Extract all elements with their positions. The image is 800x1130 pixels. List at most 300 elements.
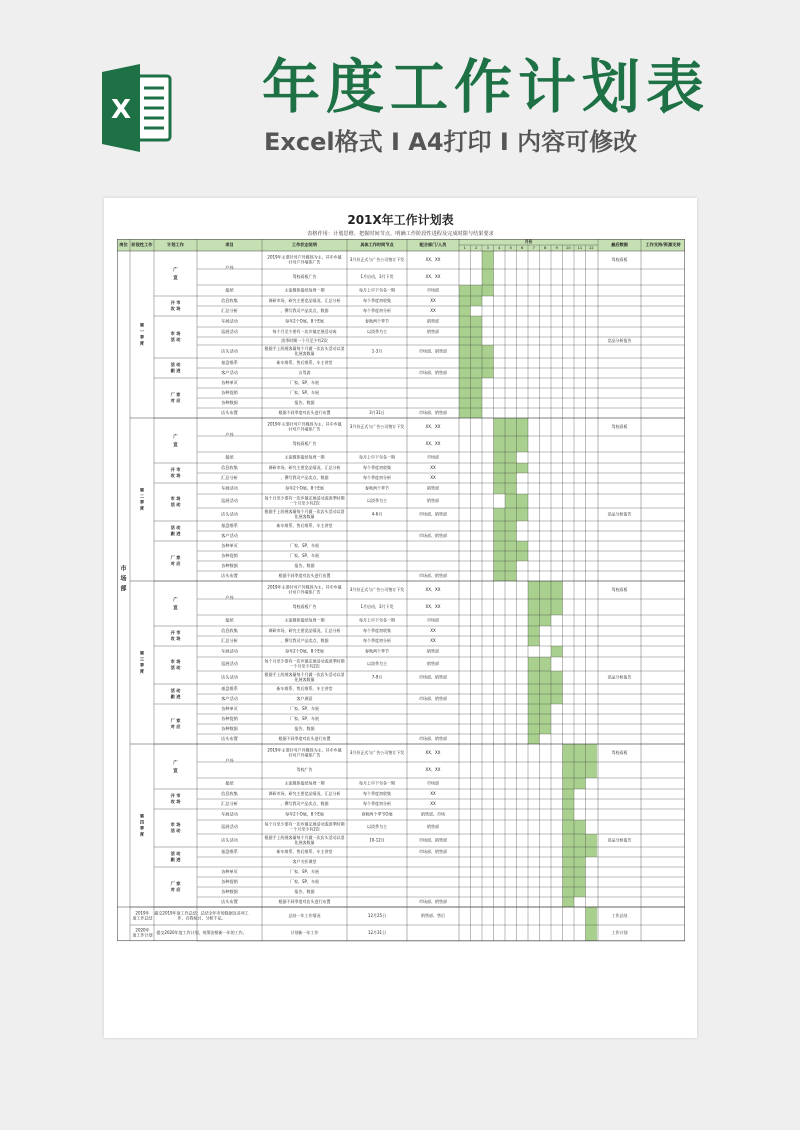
header-month-8: 8	[544, 245, 547, 250]
row-item: 报纸	[225, 454, 234, 460]
hero-subtitle: Excel格式 Ⅰ A4打印 Ⅰ 内容可修改	[264, 128, 638, 156]
month-fill-cell	[459, 358, 471, 368]
stage-label: 度	[139, 668, 145, 674]
row-time: 10-12月	[369, 837, 385, 843]
month-fill-cell	[517, 541, 529, 551]
row-time: 1-3月	[371, 348, 383, 354]
month-fill-cell	[574, 867, 586, 877]
month-fill-cell	[528, 724, 540, 734]
stage-label: 三	[139, 656, 145, 662]
month-fill-cell	[563, 778, 575, 789]
stage-label: 度	[139, 340, 145, 346]
plan-label: 市 场	[170, 496, 181, 502]
month-fill-cell	[528, 615, 540, 626]
row-desc: 根据手上的展客量每个月做一次店头活动以消	[264, 672, 345, 678]
row-people: 市场部、销售部	[419, 696, 447, 701]
month-fill-cell	[494, 571, 506, 581]
summary-item: 提交2019年度工作总结：总结全年市场数据及各项工	[154, 910, 249, 916]
month-fill-cell	[517, 551, 529, 561]
row-item: 店头布置	[221, 410, 238, 415]
row-people: XX	[430, 628, 436, 633]
row-item: 基盘维系	[221, 523, 238, 528]
stage-label: 季	[139, 825, 145, 831]
row-desc: 报告、数据	[294, 889, 315, 894]
month-fill-cell	[505, 473, 517, 483]
summary-stage: 度工作总结	[132, 915, 153, 921]
row-item: 客户活动	[221, 696, 238, 701]
summary-stage: 度工作计划	[132, 932, 153, 938]
row-item: 巡展活动	[221, 661, 238, 666]
month-fill-cell	[517, 436, 529, 452]
month-fill-cell	[540, 581, 552, 599]
row-desc: 驾校广告	[296, 767, 313, 772]
row-people: 销售部	[427, 485, 439, 491]
row-item: 各种单页	[221, 869, 238, 874]
row-time: 以淡季为主	[367, 498, 387, 503]
row-time: 每月上中下旬各一期	[359, 780, 395, 786]
row-data: 竞品分析报告	[607, 338, 632, 343]
month-fill-cell	[459, 316, 471, 327]
row-desc: 客户关怀课堂	[292, 859, 317, 864]
plan-label: 跟 进	[170, 693, 181, 699]
department-label: 部	[120, 585, 127, 593]
row-time: 3月份正式与广告公司签订下发	[349, 257, 405, 262]
row-item: 基盘维系	[221, 686, 238, 691]
plan-label: 广	[173, 761, 178, 766]
row-item: 各种单页	[221, 706, 238, 711]
month-fill-cell	[540, 615, 552, 626]
row-item: 基盘维系	[221, 360, 238, 365]
row-item: 信息收集	[221, 628, 238, 633]
row-desc: 每个月至少要有一次乡镇定展活动或	[272, 329, 337, 334]
row-people: 市场部、销售部	[419, 674, 447, 680]
department-label: 场	[120, 575, 127, 583]
row-desc: 化展客数量	[294, 513, 315, 519]
month-fill-cell	[540, 714, 552, 724]
row-desc: 每年2个O展，8个E展	[285, 318, 324, 324]
month-fill-cell	[563, 744, 575, 762]
row-desc: 报告、数据	[294, 726, 315, 731]
month-fill-cell	[471, 408, 483, 418]
month-fill-cell	[517, 494, 529, 508]
plan-label: 广	[173, 435, 178, 440]
plan-label: 宣	[173, 769, 178, 774]
row-time: 每个季度初收集	[363, 465, 391, 470]
row-people: 销售部	[427, 661, 439, 666]
row-desc: 客户满意	[296, 696, 313, 701]
row-desc: 报告、数据	[294, 563, 315, 568]
row-desc: 化展客数量	[294, 676, 315, 682]
row-item: 各种单页	[221, 380, 238, 385]
month-fill-cell	[563, 897, 575, 907]
row-time: 12月25日	[367, 913, 387, 918]
item-outdoor: 户外	[225, 432, 234, 437]
row-time: 以淡季为主	[367, 329, 387, 334]
row-time: 每月上中下旬各一期	[359, 617, 395, 623]
month-fill-cell	[471, 378, 483, 388]
plan-label: 跟 进	[170, 367, 181, 373]
row-item: 报纸	[225, 780, 234, 786]
row-desc: 厂家、SP、车展	[290, 706, 319, 711]
month-fill-cell	[494, 541, 506, 551]
row-time: 每月上中下旬各一期	[359, 454, 395, 460]
row-data: 驾校看板	[611, 257, 628, 262]
row-data: 驾校看板	[611, 750, 628, 755]
row-data: 竞品分析报告	[607, 674, 632, 680]
hero-title: 年度工作计划表	[262, 53, 711, 121]
row-time: 以淡季为主	[367, 824, 387, 829]
summary-item: 作，自我检讨，分析不足。	[177, 915, 226, 921]
header-month-10: 10	[565, 245, 571, 250]
row-item: 汇总分析	[221, 638, 238, 643]
row-people: 市场部、销售部	[419, 736, 447, 741]
row-item: 各种数据	[221, 726, 238, 731]
row-desc: 每年2个O展，8个E展	[285, 485, 324, 491]
row-time: 3月31日	[369, 410, 385, 415]
row-desc: 2019年主要针对户外媒体为主，其中乡镇	[267, 421, 342, 427]
month-fill-cell	[586, 834, 598, 847]
row-desc: ，撰写我司产品卖点，数据	[280, 308, 329, 313]
row-people: 市场部、销售部	[419, 348, 447, 354]
row-item: 信息收集	[221, 298, 238, 303]
plan-label: 活 动	[170, 362, 181, 368]
stage-label: 一	[139, 328, 145, 334]
row-desc: 主流媒体报纸每周一期	[284, 454, 325, 460]
header-support: 工作支持/资源支持	[645, 242, 681, 247]
row-desc: 主流媒体报纸每周一期	[284, 617, 325, 623]
row-desc: 自驾游	[298, 370, 311, 375]
month-fill-cell	[586, 907, 598, 925]
row-desc: 厂家、SP、车展	[290, 390, 319, 395]
stage-label: 季	[139, 334, 145, 340]
month-fill-cell	[517, 463, 529, 473]
row-desc: 厂家、SP、车展	[290, 380, 319, 385]
header-month-9: 9	[555, 245, 558, 250]
month-fill-cell	[540, 724, 552, 734]
month-fill-cell	[528, 657, 540, 671]
month-fill-cell	[586, 925, 598, 941]
month-fill-cell	[528, 684, 540, 694]
month-fill-cell	[505, 418, 517, 436]
row-desc: 驾校看板广告	[292, 274, 317, 279]
plan-label: 开 市	[170, 467, 181, 473]
month-fill-cell	[471, 285, 483, 296]
row-data: 竞品分析报告	[607, 511, 632, 517]
header-row-bg	[117, 239, 685, 251]
plan-label: 攻 场	[170, 635, 181, 641]
row-desc: 主流媒体报纸每周一期	[284, 780, 325, 786]
item-outdoor: 户外	[225, 758, 234, 763]
plan-label: 厂 家	[170, 718, 181, 724]
row-time: 1月启动，3月下发	[360, 274, 394, 279]
row-desc: 根据不同季度对店头进行布置	[278, 736, 331, 741]
row-desc: 2019年主要针对户外媒体为主，其中乡镇	[267, 254, 342, 260]
row-desc: 新车维系、售后维系、车主讲堂	[276, 360, 333, 365]
row-data: 工作总结	[611, 913, 628, 918]
row-item: 各种单页	[221, 543, 238, 548]
row-people: 销售部	[427, 498, 439, 503]
plan-label: 跟 进	[170, 530, 181, 536]
stage-label: 度	[139, 505, 145, 511]
plan-label: 广	[173, 268, 178, 273]
row-item: 各种促销	[221, 553, 238, 558]
row-desc: 化展客数量	[294, 350, 315, 356]
month-fill-cell	[505, 463, 517, 473]
row-desc: 新车维系、售后维系、车主讲堂	[276, 523, 333, 528]
sheet-note: 表格作用：计划思维、把握时间节点、明确工作阶段性进程及完成时限与结果要求	[307, 231, 494, 237]
row-time: 每个季度初分析	[363, 475, 391, 480]
header-data: 最后数据	[611, 242, 628, 247]
row-desc: ，撰写我司产品卖点，数据	[280, 475, 329, 480]
plan-label: 市 场	[170, 331, 181, 337]
month-fill-cell	[563, 887, 575, 897]
row-people: 销售部	[427, 824, 439, 829]
month-fill-cell	[528, 734, 540, 744]
row-item: 车展活动	[221, 648, 238, 654]
month-fill-cell	[482, 251, 494, 269]
month-fill-cell	[494, 483, 506, 494]
header-month-4: 4	[498, 245, 501, 250]
row-people: XX、XX	[425, 767, 441, 772]
row-item: 店头活动	[221, 348, 238, 354]
month-fill-cell	[471, 337, 483, 345]
plan-label: 厂 家	[170, 555, 181, 561]
header-month-1: 1	[463, 245, 466, 250]
stage-label: 第	[139, 650, 145, 656]
row-desc: 每个月至少要有一次乡镇定展活动或淡季时期	[264, 495, 345, 501]
plan-label: 攻 场	[170, 472, 181, 478]
month-fill-cell	[540, 684, 552, 694]
month-fill-cell	[574, 847, 586, 857]
plan-label: 活 动	[170, 851, 181, 857]
plan-label: 活 动	[170, 664, 181, 670]
plan-label: 攻 场	[170, 798, 181, 804]
row-desc: 根据不同季度对店头进行布置	[278, 573, 331, 578]
row-desc: 针对户外墙体广告	[288, 426, 321, 432]
row-desc: 调研市场，研究主要竞品情况，汇总分析	[268, 298, 341, 303]
row-time: 以淡季为主	[367, 661, 387, 666]
month-fill-cell	[505, 541, 517, 551]
month-fill-cell	[505, 571, 517, 581]
row-item: 汇总分析	[221, 308, 238, 313]
row-people: 市场部、销售部	[419, 533, 447, 538]
plan-label: 厂 家	[170, 881, 181, 887]
row-desc: 总结一年工作情况	[288, 913, 321, 918]
month-fill-cell	[574, 778, 586, 789]
plan-table	[117, 239, 685, 943]
row-people: 销售部	[427, 318, 439, 324]
row-desc: 计划新一年工作	[290, 930, 319, 935]
month-fill-cell	[551, 694, 563, 704]
month-fill-cell	[551, 581, 563, 599]
row-desc: 每年2个O展，8个E展	[285, 811, 324, 817]
row-people: 市场部	[427, 780, 439, 786]
plan-label: 活 动	[170, 827, 181, 833]
header-month-2: 2	[475, 245, 478, 250]
month-fill-cell	[471, 388, 483, 398]
row-time: 每个季度初收集	[363, 298, 391, 303]
month-fill-cell	[482, 368, 494, 378]
row-item: 店头布置	[221, 573, 238, 578]
month-fill-cell	[459, 337, 471, 345]
sheet-title: 201X年工作计划表	[347, 213, 454, 227]
row-time: 3月份正式与广告公司签订下发	[349, 587, 405, 592]
month-fill-cell	[540, 599, 552, 615]
month-fill-cell	[471, 316, 483, 327]
row-desc: 化展客数量	[294, 839, 315, 845]
stage-label: 第	[139, 813, 145, 819]
month-fill-cell	[459, 408, 471, 418]
month-fill-cell	[459, 378, 471, 388]
row-desc: 针对户外墙体广告	[288, 259, 321, 265]
month-fill-cell	[505, 452, 517, 463]
row-people: 市场部、销售部	[419, 849, 447, 854]
row-people: 市场部、销售部	[419, 370, 447, 375]
row-people: 市场部、销售部	[419, 410, 447, 415]
item-outdoor: 户外	[225, 265, 234, 270]
row-desc: 报告、数据	[294, 400, 315, 405]
month-fill-cell	[563, 809, 575, 820]
month-fill-cell	[540, 704, 552, 714]
header-months-group: 月份	[524, 239, 533, 244]
plan-label: 攻 场	[170, 305, 181, 311]
month-fill-cell	[494, 473, 506, 483]
row-people: XX、XX	[425, 750, 441, 755]
row-item: 汇总分析	[221, 801, 238, 806]
header-stage: 阶段性工作	[131, 242, 153, 247]
month-fill-cell	[586, 744, 598, 762]
summary-item: 提交2020年度工作计划，统筹安排新一年的工作。	[156, 930, 247, 935]
row-desc: ，撰写我司产品卖点，数据	[280, 801, 329, 806]
month-fill-cell	[574, 820, 586, 834]
row-time: 春秋两个季节	[365, 648, 389, 654]
row-desc: 一个月至少有2次	[289, 826, 320, 832]
plan-label: 宣	[173, 276, 178, 281]
row-people: XX、XX	[425, 587, 441, 592]
month-fill-cell	[459, 398, 471, 408]
row-desc: 厂家、SP、车展	[290, 553, 319, 558]
row-desc: 驾校看板广告	[292, 604, 317, 609]
stage-label: 二	[139, 493, 145, 499]
row-item: 各种促销	[221, 716, 238, 721]
row-people: 市场部	[427, 617, 439, 623]
stage-label: 第	[139, 322, 145, 328]
month-fill-cell	[528, 599, 540, 615]
row-item: 各种数据	[221, 400, 238, 405]
month-fill-cell	[586, 847, 598, 857]
row-people: XX、XX	[425, 604, 441, 609]
month-fill-cell	[528, 581, 540, 599]
row-people: XX、XX	[425, 424, 441, 429]
row-item: 店头活动	[221, 511, 238, 517]
row-time: 春秋两个季节	[365, 318, 389, 324]
month-fill-cell	[528, 636, 540, 646]
month-fill-cell	[528, 704, 540, 714]
row-item: 客户活动	[221, 533, 238, 538]
month-fill-cell	[482, 269, 494, 285]
plan-label: 对 应	[170, 560, 181, 566]
month-fill-cell	[459, 306, 471, 316]
plan-label: 市 场	[170, 822, 181, 828]
plan-label: 活 动	[170, 501, 181, 507]
month-fill-cell	[528, 671, 540, 684]
row-data: 工作计划	[611, 930, 628, 935]
row-data: 竞品分析报告	[607, 837, 632, 843]
row-people: 市场部、销售部	[419, 511, 447, 517]
plan-label: 对 应	[170, 723, 181, 729]
month-fill-cell	[459, 285, 471, 296]
month-fill-cell	[574, 877, 586, 887]
month-fill-cell	[482, 358, 494, 368]
month-fill-cell	[551, 671, 563, 684]
plan-label: 活 动	[170, 525, 181, 531]
row-time: 春秋两个季节O展	[361, 811, 393, 817]
row-desc: 调研市场，研究主要竞品情况，汇总分析	[268, 465, 341, 470]
row-desc: 针对户外墙体广告	[288, 589, 321, 595]
month-fill-cell	[459, 296, 471, 306]
header-month-12: 12	[588, 245, 594, 250]
month-fill-cell	[494, 418, 506, 436]
row-item: 车展活动	[221, 811, 238, 817]
row-time: 每个季度初收集	[363, 791, 391, 796]
month-fill-cell	[540, 657, 552, 671]
row-people: XX、XX	[425, 441, 441, 446]
plan-label: 对 应	[170, 397, 181, 403]
row-desc: 厂家、SP、车展	[290, 543, 319, 548]
row-people: 销售部	[427, 648, 439, 654]
month-fill-cell	[528, 714, 540, 724]
row-time: 每个季度初分析	[363, 638, 391, 643]
row-desc: 根据手上的展客量每个月做一次店头活动以消	[264, 509, 345, 515]
row-desc: 新车维系、售后维系、车主讲堂	[276, 686, 333, 691]
row-people: XX	[430, 465, 436, 470]
row-desc: 新车维系、售后维系、车主讲堂	[276, 849, 333, 854]
row-item: 车展活动	[221, 318, 238, 324]
month-fill-cell	[563, 857, 575, 867]
plan-label: 开 市	[170, 300, 181, 306]
row-desc: 一个月至少有2次	[289, 500, 320, 506]
plan-label: 市 场	[170, 659, 181, 665]
month-fill-cell	[540, 671, 552, 684]
row-desc: 驾校看板广告	[292, 441, 317, 446]
month-fill-cell	[551, 646, 563, 657]
month-fill-cell	[563, 789, 575, 799]
row-people: 市场部、销售部	[419, 573, 447, 578]
month-fill-cell	[471, 296, 483, 306]
stage-label: 第	[139, 487, 145, 493]
month-fill-cell	[459, 388, 471, 398]
svg-text:X: X	[110, 95, 132, 125]
row-desc: 根据手上的展客量每个月做一次店头活动以消	[264, 346, 345, 352]
plan-label: 活 动	[170, 336, 181, 342]
spreadsheet-preview	[104, 198, 697, 1038]
row-time: 7-9月	[371, 674, 383, 680]
row-item: 各种促销	[221, 879, 238, 884]
header-item: 项目	[225, 242, 234, 247]
header-dept: 岗位	[119, 242, 128, 247]
row-item: 各种数据	[221, 563, 238, 568]
month-fill-cell	[459, 327, 471, 337]
row-people: 销售部、售后	[421, 913, 445, 918]
month-fill-cell	[494, 508, 506, 521]
plan-label: 开 市	[170, 630, 181, 636]
department-label: 市	[120, 565, 127, 573]
month-fill-cell	[528, 626, 540, 636]
row-desc: 每年2个O展，8个E展	[285, 648, 324, 654]
month-fill-cell	[505, 483, 517, 494]
summary-stage: 2020年	[135, 927, 150, 933]
row-item: 客户活动	[221, 370, 238, 375]
